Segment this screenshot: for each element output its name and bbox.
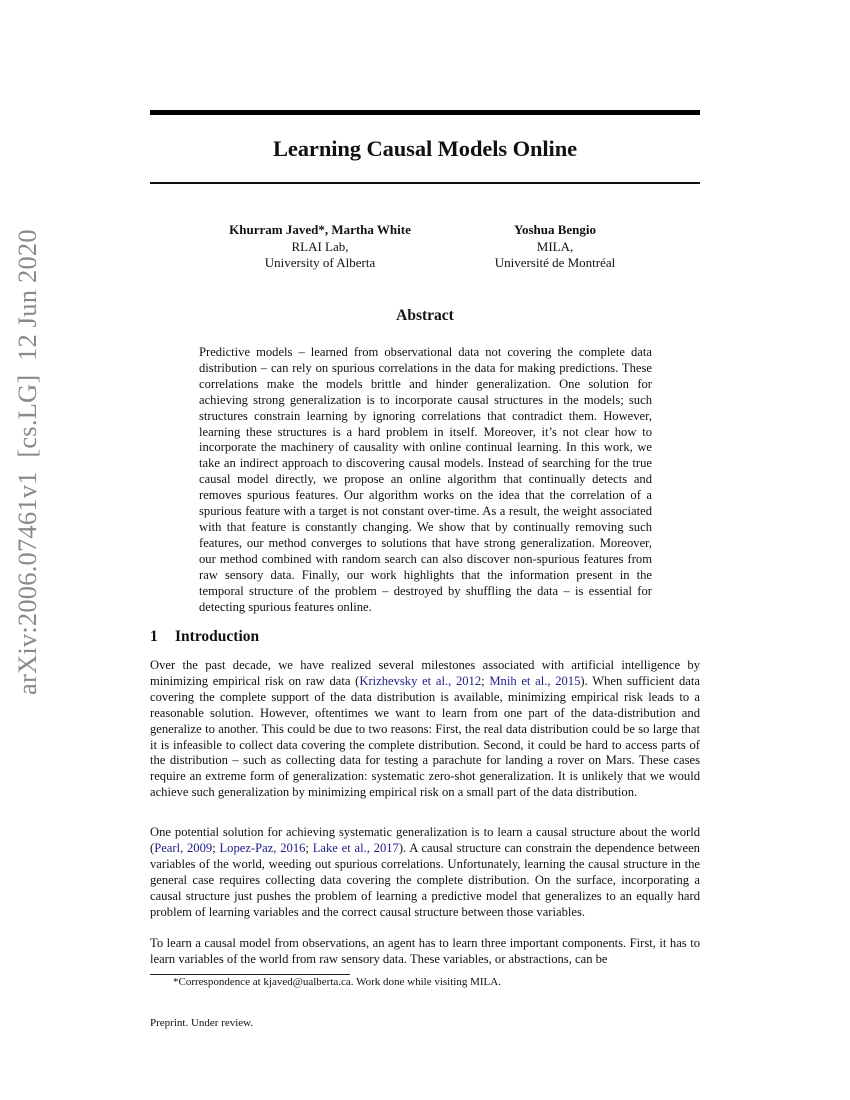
paragraph-text: ). When sufficient data covering the complete support of the data distribution is available, minimizing empirical risk leads to a reasonable solution. However, oftentimes we want to learn from one part of the data-distribution and generalize to another. This could be due to two reasons: First, the real data distribution could be so large that it is infeasible to collect data covering the complete distribution. Second, it could be hard to access parts of the distribution – such as collecting data for testing a parachute for landing a rover on Mars. These cases require an extreme form of generalization: systematic zero-shot generalization. It is unlikely that we would achieve such generalization by minimizing empirical risk on a small part of the data distribution.: [150, 673, 700, 800]
paragraph-text: One potential solution for achieving systematic generalization is to learn a causal structure about the world (: [150, 825, 700, 855]
citation-link[interactable]: Lopez-Paz, 2016: [219, 840, 306, 855]
author-affiliation-university: University of Alberta: [264, 255, 376, 270]
author-block-2: [470, 222, 640, 272]
author-names: Khurram Javed*, Martha White: [229, 222, 411, 237]
section-heading-introduction: [150, 628, 259, 646]
footnote-correspondence: *Correspondence at kjaved@ualberta.ca. Work done while visiting MILA.: [173, 976, 501, 988]
citation-link[interactable]: Pearl, 2009: [154, 840, 213, 855]
author-affiliation-university: Université de Montréal: [494, 255, 616, 270]
section-title: Introduction: [175, 628, 260, 645]
author-block-1: [205, 222, 435, 272]
title-bottom-rule: [150, 182, 700, 184]
footnote-rule: [150, 974, 350, 975]
paragraph-text: Over the past decade, we have realized several milestones associated with artificial intelligence by minimizing empirical risk on raw data (: [150, 658, 700, 688]
abstract-text: Predictive models – learned from observational data not covering the complete data distribution – can rely on spurious correlations in the data for making predictions. These correlations make the models brittle and hinder generalization. One solution for achieving strong generalization is to incorporate causal structures in the models; such structures constrain learning by ignoring correlations that contradict them. However, learning these structures is a hard problem in itself. Moreover, it’s not clear how to incorporate the machinery of causality with online continual learning. In this work, we take an indirect approach to discovering causal models. Instead of searching for the true causal model directly, we propose an online algorithm that continually detects and removes spurious features. Our algorithm works on the idea that the correlation of a spurious feature with a target is not constant over-time. As a result, the weight associated with that feature is constantly changing. We show that by continually removing such features, our method converges to solutions that have strong generalization. Moreover, our method combined with random search can also discover non-spurious features from raw sensory data. Finally, our work highlights that the information present in the temporal structure of the problem – destroyed by shuffling the data – is essential for detecting spurious features online.: [199, 345, 652, 614]
abstract-heading: Abstract: [396, 307, 454, 324]
paragraph-text: ). A causal structure can constrain the dependence between variables of the world, weeding out spurious correlations. Unfortunately, learning the causal structure in the general case requires collecting data covering the complete distribution. On the surface, incorporating a causal structure just pushes the problem of learning a predictive model that generalizes to an equally hard problem of learning variables and the correct causal structure between those variables.: [150, 840, 700, 919]
intro-paragraph-2: [150, 825, 700, 920]
intro-paragraph-3: To learn a causal model from observations, an agent has to learn three important components. First, it has to learn variables of the world from raw sensory data. These variables, or abstractions, can be: [150, 936, 700, 966]
title-top-rule: [150, 110, 700, 115]
author-affiliation-lab: MILA,: [536, 238, 574, 254]
citation-link[interactable]: Krizhevsky et al., 2012: [359, 673, 482, 688]
section-number: 1: [150, 628, 158, 645]
author-names: Yoshua Bengio: [514, 222, 596, 237]
citation-separator: ;: [305, 840, 313, 855]
arxiv-identifier-stamp: arXiv:2006.07461v1 [cs.LG] 12 Jun 2020: [12, 229, 42, 695]
citation-link[interactable]: Mnih et al., 2015: [489, 673, 581, 688]
citation-separator: ;: [481, 673, 490, 688]
citation-link[interactable]: Lake et al., 2017: [312, 840, 399, 855]
citation-separator: ;: [212, 840, 220, 855]
intro-paragraph-1: [150, 658, 700, 801]
author-affiliation-lab: RLAI Lab,: [291, 238, 349, 254]
paper-title: Learning Causal Models Online: [272, 136, 577, 161]
preprint-note: Preprint. Under review.: [150, 1017, 254, 1029]
